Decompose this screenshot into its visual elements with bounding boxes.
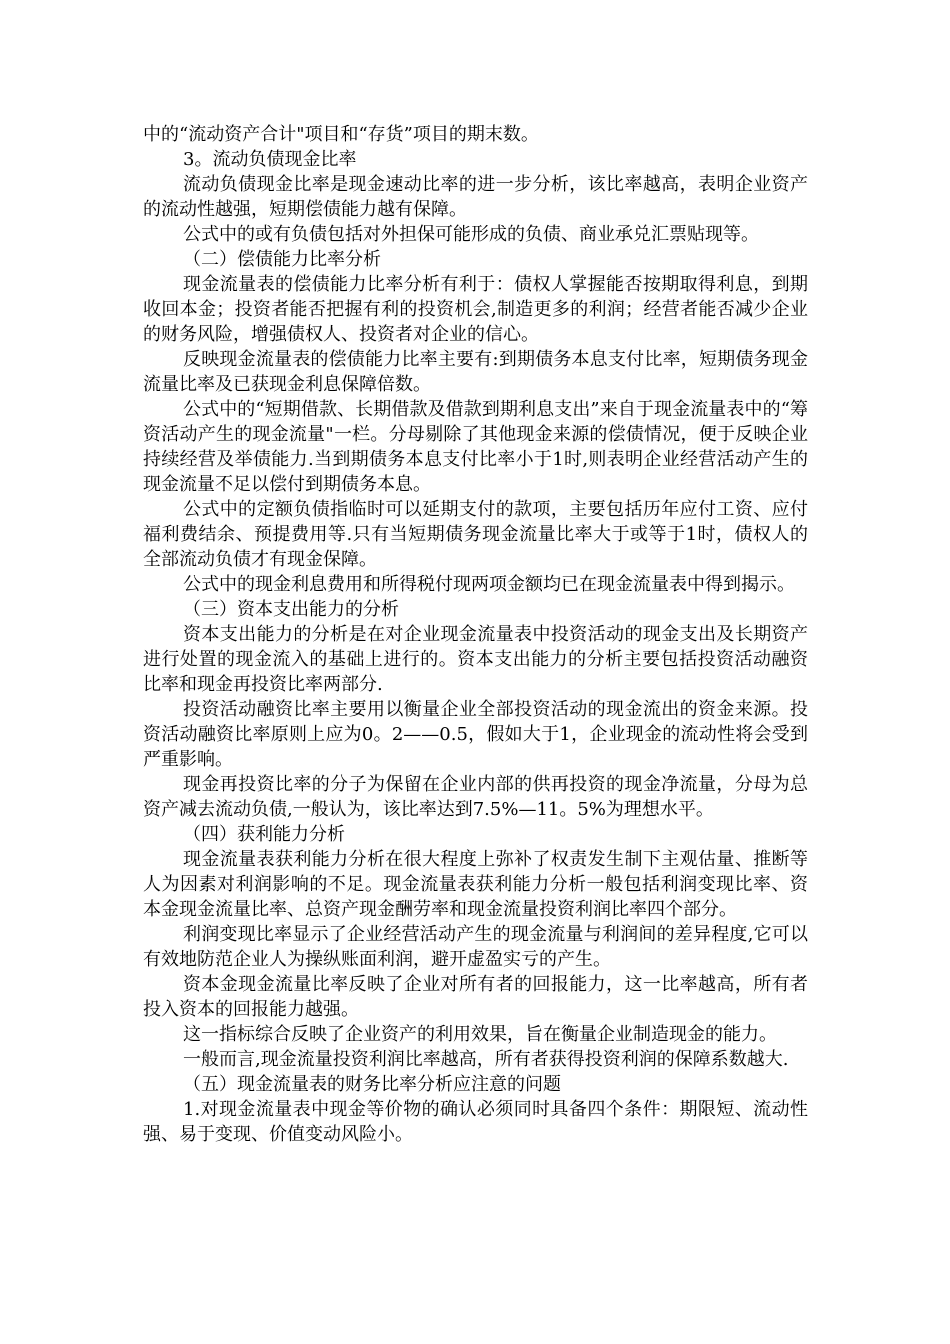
paragraph: 现金流量表的偿债能力比率分析有利于：债权人掌握能否按期取得利息，到期收回本金；投资者能否把握有利的投资机会,制造更多的利润；经营者能否减少企业的财务风险，增强债权人、投资者对企业的信心。 [143, 274, 808, 345]
paragraph: 利润变现比率显示了企业经营活动产生的现金流量与利润间的差异程度,它可以有效地防范企业人为操纵账面利润，避开虚盈实亏的产生。 [143, 924, 808, 970]
paragraph: 投资活动融资比率主要用以衡量企业全部投资活动的现金流出的资金来源。投资活动融资比率原则上应为0。2——0.5，假如大于1，企业现金的流动性将会受到严重影响。 [143, 699, 808, 770]
paragraph: 资本金现金流量比率反映了企业对所有者的回报能力，这一比率越高，所有者投入资本的回报能力越强。 [143, 974, 808, 1020]
paragraph: 1.对现金流量表中现金等价物的确认必须同时具备四个条件：期限短、流动性强、易于变现、价值变动风险小。 [143, 1099, 808, 1145]
section-heading-current-liability-cash-ratio: 3。流动负债现金比率 [183, 149, 357, 170]
paragraph: 公式中的现金利息费用和所得税付现两项金额均已在现金流量表中得到揭示。 [183, 574, 795, 595]
paragraph: 现金再投资比率的分子为保留在企业内部的供再投资的现金净流量，分母为总资产减去流动负债,一般认为，该比率达到7.5%—11。5%为理想水平。 [143, 774, 808, 820]
document-body [143, 122, 808, 1147]
paragraph: 反映现金流量表的偿债能力比率主要有:到期债务本息支付比率，短期债务现金流量比率及已获现金利息保障倍数。 [143, 349, 808, 395]
paragraph: 公式中的或有负债包括对外担保可能形成的负债、商业承兑汇票贴现等。 [183, 224, 759, 245]
paragraph: 资本支出能力的分析是在对企业现金流量表中投资活动的现金支出及长期资产进行处置的现金流入的基础上进行的。资本支出能力的分析主要包括投资活动融资比率和现金再投资比率两部分. [143, 624, 808, 695]
section-heading-capital-expenditure: （三）资本支出能力的分析 [183, 599, 399, 620]
section-heading-profitability: （四）获利能力分析 [183, 824, 345, 845]
paragraph: 一般而言,现金流量投资利润比率越高，所有者获得投资利润的保障系数越大. [183, 1049, 789, 1070]
paragraph: 流动负债现金比率是现金速动比率的进一步分析，该比率越高，表明企业资产的流动性越强，短期偿债能力越有保障。 [143, 174, 808, 220]
section-heading-notes: （五）现金流量表的财务比率分析应注意的问题 [183, 1074, 561, 1095]
paragraph: 这一指标综合反映了企业资产的利用效果，旨在衡量企业制造现金的能力。 [183, 1024, 777, 1045]
paragraph: 公式中的“短期借款、长期借款及借款到期利息支出”来自于现金流量表中的“筹资活动产生的现金流量"一栏。分母剔除了其他现金来源的偿债情况，便于反映企业持续经营及举债能力.当到期债务本息支付比率小于1时,则表明企业经营活动产生的现金流量不足以偿付到期债务本息。 [143, 399, 808, 495]
paragraph: 公式中的定额负债指临时可以延期支付的款项，主要包括历年应付工资、应付福利费结余、预提费用等.只有当短期债务现金流量比率大于或等于1时，债权人的全部流动负债才有现金保障。 [143, 499, 808, 570]
paragraph-continuation: 中的“流动资产合计"项目和“存货”项目的期末数。 [143, 124, 539, 145]
section-heading-solvency-ratio: （二）偿债能力比率分析 [183, 249, 381, 270]
paragraph: 现金流量表获利能力分析在很大程度上弥补了权责发生制下主观估量、推断等人为因素对利润影响的不足。现金流量表获利能力分析一般包括利润变现比率、资本金现金流量比率、总资产现金酬劳率和现金流量投资利润比率四个部分。 [143, 849, 808, 920]
